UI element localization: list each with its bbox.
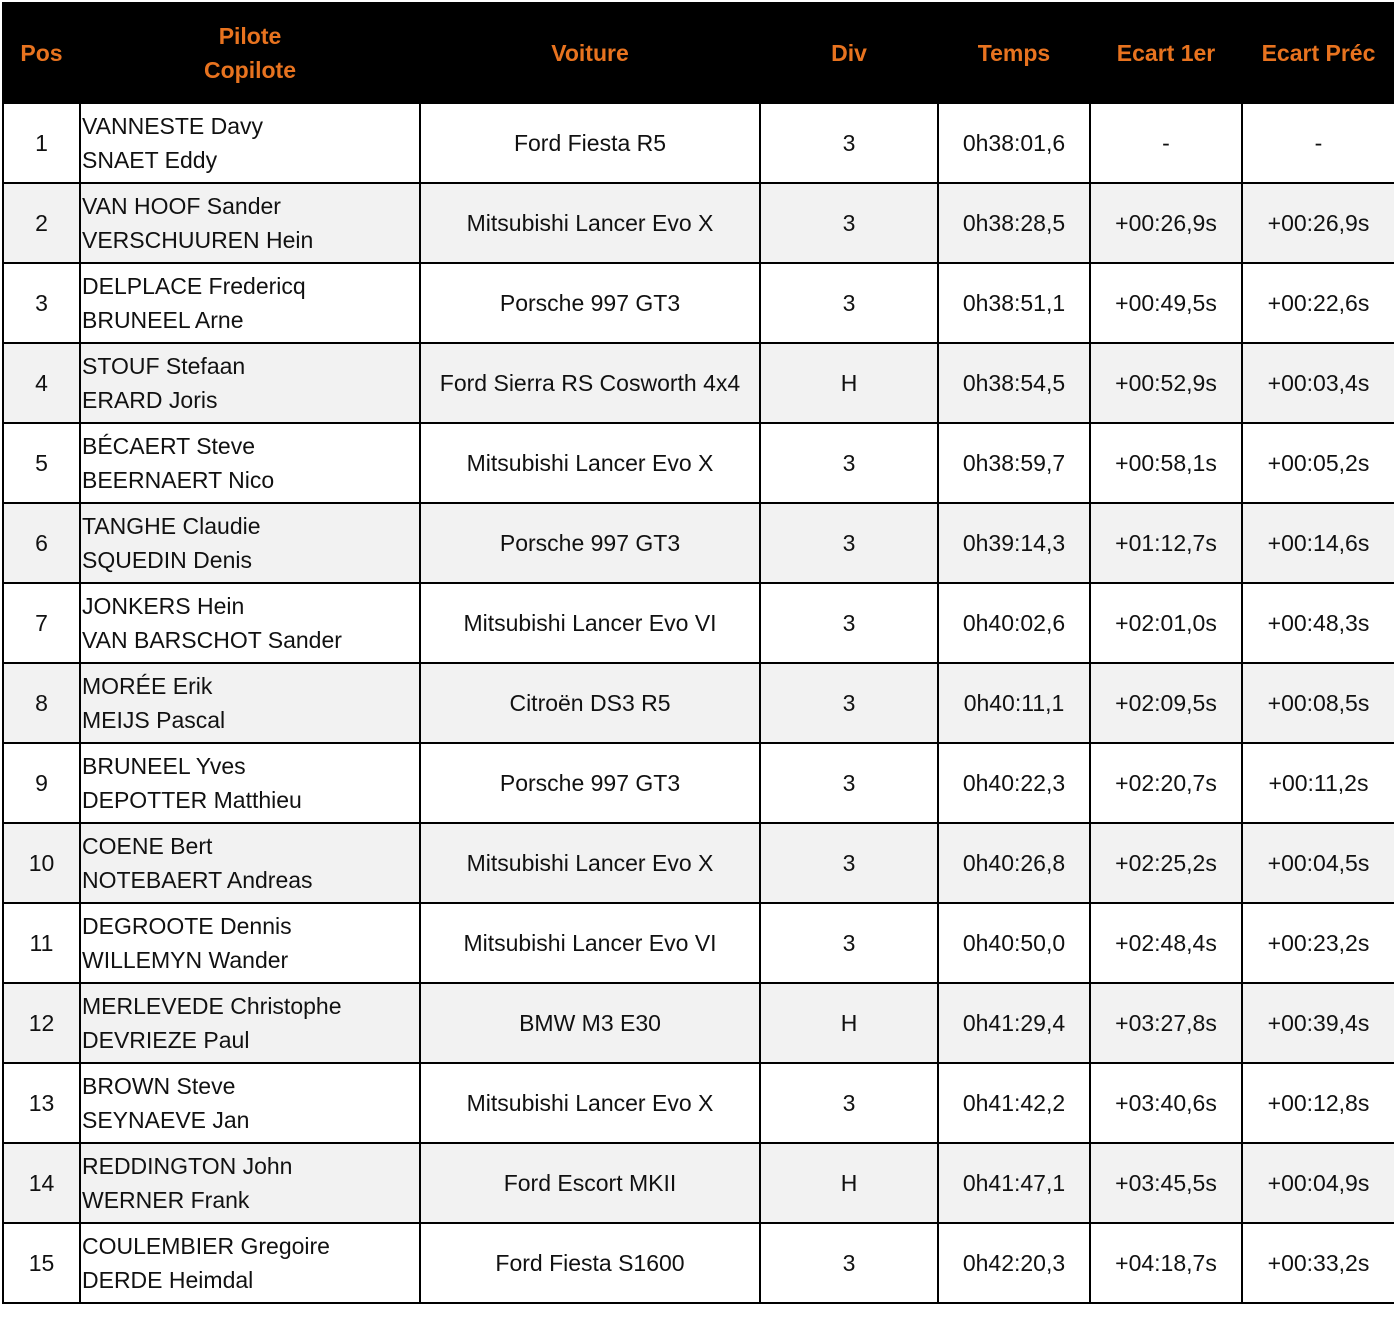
voiture-cell: Ford Fiesta S1600 bbox=[420, 1223, 760, 1303]
crew-cell bbox=[80, 743, 420, 823]
copilote-name: MEIJS Pascal bbox=[82, 707, 226, 733]
copilote-name: BRUNEEL Arne bbox=[82, 307, 244, 333]
ecart-prec-cell: +00:05,2s bbox=[1242, 423, 1394, 503]
header-voiture: Voiture bbox=[420, 3, 760, 103]
ecart-1er-cell: +02:20,7s bbox=[1090, 743, 1242, 823]
ecart-1er-cell: +02:25,2s bbox=[1090, 823, 1242, 903]
header-div: Div bbox=[760, 3, 938, 103]
position-cell: 9 bbox=[3, 743, 80, 823]
temps-cell: 0h41:29,4 bbox=[938, 983, 1090, 1063]
pilote-name: COENE Bert bbox=[82, 833, 213, 859]
temps-cell: 0h40:02,6 bbox=[938, 583, 1090, 663]
ecart-1er-cell: +04:18,7s bbox=[1090, 1223, 1242, 1303]
copilote-name: VAN BARSCHOT Sander bbox=[82, 627, 342, 653]
copilote-name: SEYNAEVE Jan bbox=[82, 1107, 250, 1133]
ecart-1er-cell: +03:27,8s bbox=[1090, 983, 1242, 1063]
voiture-cell: Mitsubishi Lancer Evo VI bbox=[420, 583, 760, 663]
header-ecart-prec: Ecart Préc bbox=[1242, 3, 1394, 103]
position-cell: 10 bbox=[3, 823, 80, 903]
crew-cell bbox=[80, 423, 420, 503]
crew-cell bbox=[80, 103, 420, 183]
temps-cell: 0h42:20,3 bbox=[938, 1223, 1090, 1303]
copilote-name: SNAET Eddy bbox=[82, 147, 218, 173]
crew-cell bbox=[80, 663, 420, 743]
table-row bbox=[3, 503, 1394, 583]
div-cell: 3 bbox=[760, 1223, 938, 1303]
copilote-name: BEERNAERT Nico bbox=[82, 467, 275, 493]
table-row bbox=[3, 983, 1394, 1063]
div-cell: 3 bbox=[760, 663, 938, 743]
ecart-1er-cell: - bbox=[1090, 103, 1242, 183]
ecart-prec-cell: +00:22,6s bbox=[1242, 263, 1394, 343]
crew-cell bbox=[80, 1223, 420, 1303]
copilote-name: WILLEMYN Wander bbox=[82, 947, 289, 973]
voiture-cell: Mitsubishi Lancer Evo X bbox=[420, 423, 760, 503]
crew-cell bbox=[80, 1143, 420, 1223]
div-cell: 3 bbox=[760, 423, 938, 503]
pilote-name: COULEMBIER Gregoire bbox=[82, 1233, 330, 1259]
ecart-prec-cell: +00:26,9s bbox=[1242, 183, 1394, 263]
pilote-name: TANGHE Claudie bbox=[82, 513, 261, 539]
copilote-name: VERSCHUUREN Hein bbox=[82, 227, 314, 253]
table-row bbox=[3, 103, 1394, 183]
ecart-1er-cell: +03:45,5s bbox=[1090, 1143, 1242, 1223]
crew-cell bbox=[80, 583, 420, 663]
copilote-name: DEPOTTER Matthieu bbox=[82, 787, 302, 813]
ecart-prec-cell: +00:23,2s bbox=[1242, 903, 1394, 983]
ecart-1er-cell: +03:40,6s bbox=[1090, 1063, 1242, 1143]
temps-cell: 0h40:22,3 bbox=[938, 743, 1090, 823]
temps-cell: 0h41:42,2 bbox=[938, 1063, 1090, 1143]
voiture-cell: BMW M3 E30 bbox=[420, 983, 760, 1063]
ecart-prec-cell: +00:03,4s bbox=[1242, 343, 1394, 423]
div-cell: 3 bbox=[760, 503, 938, 583]
position-cell: 13 bbox=[3, 1063, 80, 1143]
pilote-name: STOUF Stefaan bbox=[82, 353, 246, 379]
copilote-name: DEVRIEZE Paul bbox=[82, 1027, 250, 1053]
temps-cell: 0h38:59,7 bbox=[938, 423, 1090, 503]
temps-cell: 0h38:28,5 bbox=[938, 183, 1090, 263]
div-cell: 3 bbox=[760, 823, 938, 903]
pilote-name: REDDINGTON John bbox=[82, 1153, 293, 1179]
ecart-prec-cell: +00:39,4s bbox=[1242, 983, 1394, 1063]
pilote-name: MORÉE Erik bbox=[82, 673, 213, 699]
header-pilote-copilote bbox=[80, 3, 420, 103]
crew-cell bbox=[80, 503, 420, 583]
position-cell: 3 bbox=[3, 263, 80, 343]
header-pilote: Pilote bbox=[218, 23, 282, 49]
ecart-prec-cell: +00:12,8s bbox=[1242, 1063, 1394, 1143]
ecart-prec-cell: +00:48,3s bbox=[1242, 583, 1394, 663]
crew-cell bbox=[80, 183, 420, 263]
pilote-name: JONKERS Hein bbox=[82, 593, 245, 619]
position-cell: 2 bbox=[3, 183, 80, 263]
voiture-cell: Porsche 997 GT3 bbox=[420, 263, 760, 343]
div-cell: 3 bbox=[760, 743, 938, 823]
position-cell: 11 bbox=[3, 903, 80, 983]
position-cell: 7 bbox=[3, 583, 80, 663]
ecart-1er-cell: +02:48,4s bbox=[1090, 903, 1242, 983]
temps-cell: 0h40:26,8 bbox=[938, 823, 1090, 903]
ecart-prec-cell: +00:11,2s bbox=[1242, 743, 1394, 823]
div-cell: H bbox=[760, 1143, 938, 1223]
position-cell: 4 bbox=[3, 343, 80, 423]
ecart-1er-cell: +00:49,5s bbox=[1090, 263, 1242, 343]
temps-cell: 0h40:50,0 bbox=[938, 903, 1090, 983]
div-cell: 3 bbox=[760, 103, 938, 183]
temps-cell: 0h40:11,1 bbox=[938, 663, 1090, 743]
ecart-prec-cell: +00:04,9s bbox=[1242, 1143, 1394, 1223]
header-copilote: Copilote bbox=[204, 57, 296, 83]
temps-cell: 0h41:47,1 bbox=[938, 1143, 1090, 1223]
header-temps: Temps bbox=[938, 3, 1090, 103]
crew-cell bbox=[80, 1063, 420, 1143]
copilote-name: SQUEDIN Denis bbox=[82, 547, 252, 573]
crew-cell bbox=[80, 263, 420, 343]
crew-cell bbox=[80, 823, 420, 903]
copilote-name: ERARD Joris bbox=[82, 387, 218, 413]
voiture-cell: Porsche 997 GT3 bbox=[420, 503, 760, 583]
position-cell: 6 bbox=[3, 503, 80, 583]
ecart-prec-cell: +00:04,5s bbox=[1242, 823, 1394, 903]
voiture-cell: Mitsubishi Lancer Evo X bbox=[420, 183, 760, 263]
copilote-name: WERNER Frank bbox=[82, 1187, 250, 1213]
header-row bbox=[3, 3, 1394, 103]
table-row bbox=[3, 263, 1394, 343]
crew-cell bbox=[80, 343, 420, 423]
position-cell: 14 bbox=[3, 1143, 80, 1223]
table-row bbox=[3, 823, 1394, 903]
pilote-name: VAN HOOF Sander bbox=[82, 193, 281, 219]
results-table bbox=[2, 2, 1394, 1304]
table-row bbox=[3, 903, 1394, 983]
position-cell: 8 bbox=[3, 663, 80, 743]
div-cell: H bbox=[760, 983, 938, 1063]
ecart-1er-cell: +00:52,9s bbox=[1090, 343, 1242, 423]
table-row bbox=[3, 1223, 1394, 1303]
table-row bbox=[3, 183, 1394, 263]
temps-cell: 0h38:54,5 bbox=[938, 343, 1090, 423]
div-cell: 3 bbox=[760, 583, 938, 663]
crew-cell bbox=[80, 903, 420, 983]
div-cell: 3 bbox=[760, 903, 938, 983]
temps-cell: 0h38:51,1 bbox=[938, 263, 1090, 343]
copilote-name: DERDE Heimdal bbox=[82, 1267, 254, 1293]
table-row bbox=[3, 743, 1394, 823]
voiture-cell: Ford Sierra RS Cosworth 4x4 bbox=[420, 343, 760, 423]
table-row bbox=[3, 1063, 1394, 1143]
ecart-1er-cell: +00:58,1s bbox=[1090, 423, 1242, 503]
header-ecart-1er: Ecart 1er bbox=[1090, 3, 1242, 103]
voiture-cell: Citroën DS3 R5 bbox=[420, 663, 760, 743]
voiture-cell: Ford Escort MKII bbox=[420, 1143, 760, 1223]
table-row bbox=[3, 423, 1394, 503]
voiture-cell: Ford Fiesta R5 bbox=[420, 103, 760, 183]
position-cell: 12 bbox=[3, 983, 80, 1063]
div-cell: 3 bbox=[760, 1063, 938, 1143]
voiture-cell: Porsche 997 GT3 bbox=[420, 743, 760, 823]
position-cell: 5 bbox=[3, 423, 80, 503]
pilote-name: DEGROOTE Dennis bbox=[82, 913, 292, 939]
table-row bbox=[3, 663, 1394, 743]
pilote-name: BROWN Steve bbox=[82, 1073, 236, 1099]
ecart-prec-cell: +00:08,5s bbox=[1242, 663, 1394, 743]
ecart-prec-cell: +00:14,6s bbox=[1242, 503, 1394, 583]
ecart-1er-cell: +00:26,9s bbox=[1090, 183, 1242, 263]
temps-cell: 0h39:14,3 bbox=[938, 503, 1090, 583]
ecart-1er-cell: +02:01,0s bbox=[1090, 583, 1242, 663]
voiture-cell: Mitsubishi Lancer Evo VI bbox=[420, 903, 760, 983]
table-row bbox=[3, 583, 1394, 663]
pilote-name: BRUNEEL Yves bbox=[82, 753, 246, 779]
voiture-cell: Mitsubishi Lancer Evo X bbox=[420, 823, 760, 903]
results-body bbox=[3, 103, 1394, 1303]
pilote-name: BÉCAERT Steve bbox=[82, 433, 256, 459]
position-cell: 1 bbox=[3, 103, 80, 183]
table-row bbox=[3, 1143, 1394, 1223]
copilote-name: NOTEBAERT Andreas bbox=[82, 867, 313, 893]
voiture-cell: Mitsubishi Lancer Evo X bbox=[420, 1063, 760, 1143]
div-cell: 3 bbox=[760, 263, 938, 343]
header-pos: Pos bbox=[3, 3, 80, 103]
pilote-name: DELPLACE Fredericq bbox=[82, 273, 306, 299]
div-cell: H bbox=[760, 343, 938, 423]
ecart-prec-cell: - bbox=[1242, 103, 1394, 183]
div-cell: 3 bbox=[760, 183, 938, 263]
pilote-name: VANNESTE Davy bbox=[82, 113, 264, 139]
crew-cell bbox=[80, 983, 420, 1063]
position-cell: 15 bbox=[3, 1223, 80, 1303]
ecart-1er-cell: +02:09,5s bbox=[1090, 663, 1242, 743]
temps-cell: 0h38:01,6 bbox=[938, 103, 1090, 183]
table-row bbox=[3, 343, 1394, 423]
ecart-prec-cell: +00:33,2s bbox=[1242, 1223, 1394, 1303]
pilote-name: MERLEVEDE Christophe bbox=[82, 993, 342, 1019]
ecart-1er-cell: +01:12,7s bbox=[1090, 503, 1242, 583]
